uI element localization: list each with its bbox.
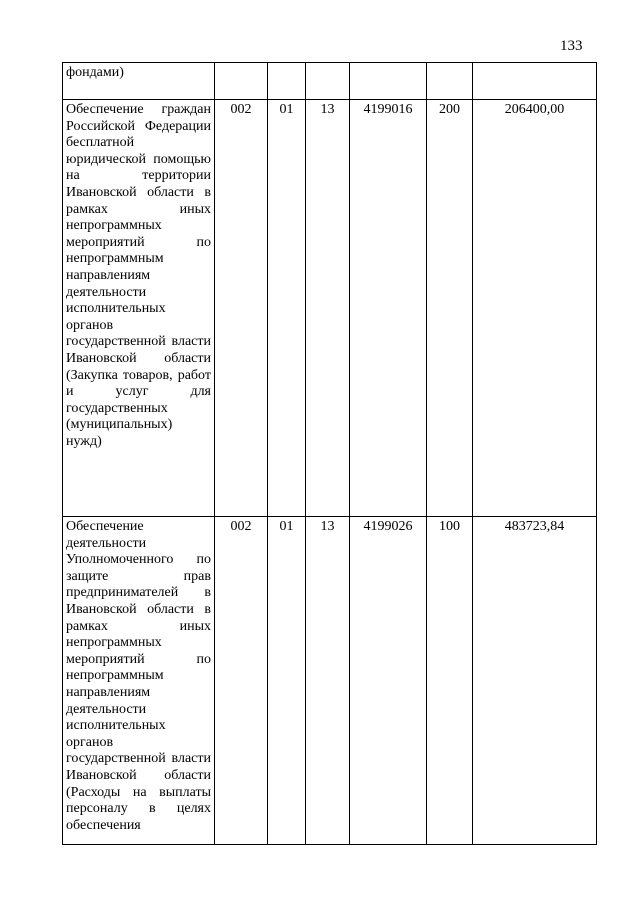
- amount-cell: 483723,84: [473, 517, 597, 845]
- page-number: 133: [560, 38, 583, 54]
- expense-type-cell: 100: [427, 517, 473, 845]
- row-name-cell: Обеспечение граждан Российской Федерации бесплатной юридической помощью на территории Ивановской области в рамках иных непрограммных мероприятий по непрограммным направлениям деятельности исполнительных органов государственной власти Ивановской области (Закупка товаров, работ и услуг для государственных (муниципальных) нужд): [63, 100, 215, 517]
- section-code-cell: [268, 63, 306, 100]
- row-name-cell: Обеспечение деятельности Уполномоченного по защите прав предпринимателей в Ивановской области в рамках иных непрограммных мероприятий по непрограммным направлениям деятельности исполнительных органов государственной власти Ивановской области (Расходы на выплаты персоналу в целях обеспечения: [63, 517, 215, 845]
- amount-cell: 206400,00: [473, 100, 597, 517]
- subsection-code-cell: 13: [306, 517, 350, 845]
- amount-cell: [473, 63, 597, 100]
- ministry-code-cell: [215, 63, 268, 100]
- budget-table: [62, 62, 597, 845]
- row-name-cell: фондами): [63, 63, 215, 100]
- table-row: [63, 63, 597, 100]
- subsection-code-cell: [306, 63, 350, 100]
- section-code-cell: 01: [268, 100, 306, 517]
- table-row: [63, 517, 597, 845]
- ministry-code-cell: 002: [215, 517, 268, 845]
- ministry-code-cell: 002: [215, 100, 268, 517]
- target-code-cell: [350, 63, 427, 100]
- expense-type-cell: [427, 63, 473, 100]
- expense-type-cell: 200: [427, 100, 473, 517]
- table-row: [63, 100, 597, 517]
- subsection-code-cell: 13: [306, 100, 350, 517]
- target-code-cell: 4199016: [350, 100, 427, 517]
- section-code-cell: 01: [268, 517, 306, 845]
- target-code-cell: 4199026: [350, 517, 427, 845]
